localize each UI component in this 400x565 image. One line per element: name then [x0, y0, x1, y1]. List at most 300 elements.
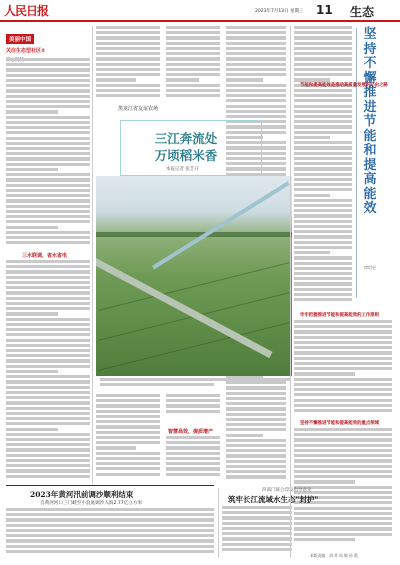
text-line — [294, 110, 352, 113]
text-line — [222, 532, 292, 535]
text-line — [294, 438, 392, 441]
text-line — [166, 68, 220, 71]
text-line — [294, 293, 352, 296]
text-line — [294, 357, 392, 360]
text-line — [6, 184, 90, 187]
text-line — [222, 522, 292, 525]
text-line — [294, 125, 352, 128]
text-line — [166, 36, 220, 39]
text-line — [294, 330, 392, 333]
text-line — [294, 428, 392, 431]
text-line — [96, 457, 160, 460]
text-line — [226, 68, 286, 71]
text-line — [6, 518, 214, 521]
text-line — [6, 344, 90, 347]
text-line — [294, 256, 352, 259]
text-line — [166, 42, 220, 45]
text-line — [6, 215, 90, 218]
commentary-rule — [356, 28, 357, 298]
text-line — [6, 454, 90, 457]
text-line — [294, 282, 352, 285]
text-line — [222, 543, 292, 546]
text-line — [226, 475, 286, 478]
text-line — [96, 431, 160, 434]
text-line — [6, 328, 90, 331]
text-line — [294, 131, 352, 134]
text-line — [6, 297, 90, 300]
text-line — [166, 47, 220, 50]
bottom-left-headline: 2023年黄河汛前调沙顺利结束 — [30, 490, 134, 499]
text-line — [294, 298, 352, 301]
text-line — [294, 533, 392, 536]
text-line — [166, 78, 199, 81]
text-line — [294, 507, 392, 510]
text-line — [294, 459, 392, 462]
rice-field-aerial-photo — [96, 176, 292, 376]
text-line — [294, 188, 352, 191]
text-line — [6, 231, 90, 234]
text-line — [96, 68, 160, 71]
text-line — [6, 422, 90, 425]
text-line — [294, 351, 392, 354]
text-line — [96, 462, 160, 465]
text-line — [294, 57, 352, 60]
text-line — [6, 318, 90, 321]
text-line — [226, 73, 286, 76]
text-line — [294, 378, 392, 381]
text-line — [6, 79, 90, 82]
text-line — [294, 346, 392, 349]
text-line — [294, 220, 352, 223]
text-line — [166, 457, 220, 460]
body-text-column-5 — [294, 26, 352, 306]
text-line — [166, 57, 220, 60]
text-line — [6, 63, 90, 66]
text-line — [294, 47, 352, 50]
text-line — [226, 78, 263, 81]
right-subhead-2: 牢牢把握推进节能和提高能效的工作原则 — [300, 313, 380, 318]
text-line — [294, 167, 352, 170]
text-line — [6, 391, 90, 394]
text-line — [294, 73, 352, 76]
text-line — [166, 52, 220, 55]
text-line — [294, 372, 355, 375]
text-line — [6, 105, 90, 108]
text-line — [294, 120, 352, 123]
text-line — [226, 94, 286, 97]
body-text-column-10 — [166, 436, 220, 482]
text-line — [166, 462, 220, 465]
text-line — [166, 473, 220, 476]
body-text-column-8 — [96, 394, 160, 482]
text-line — [6, 529, 214, 532]
text-line — [294, 454, 392, 457]
text-line — [294, 214, 352, 217]
text-line — [166, 452, 220, 455]
text-line — [6, 459, 90, 462]
text-line — [6, 428, 58, 431]
text-line — [6, 241, 90, 244]
text-line — [294, 288, 352, 291]
body-text-column-3 — [166, 26, 220, 100]
text-line — [294, 512, 392, 515]
text-line — [294, 409, 392, 412]
text-line — [226, 42, 286, 45]
text-line — [294, 367, 392, 370]
text-line — [222, 511, 292, 514]
text-line — [96, 441, 160, 444]
text-line — [6, 281, 90, 284]
subhead-1: 三水联调，省水省电 — [22, 253, 68, 259]
text-line — [222, 506, 292, 509]
bottom-right-text — [222, 506, 292, 558]
text-line — [226, 428, 286, 431]
text-line — [294, 199, 352, 202]
text-line — [294, 393, 392, 396]
text-line — [96, 425, 160, 428]
text-line — [294, 68, 352, 71]
text-line — [294, 399, 392, 402]
text-line — [294, 235, 352, 238]
text-line — [226, 392, 286, 395]
text-line — [6, 84, 90, 87]
text-line — [6, 339, 90, 342]
text-line — [222, 527, 292, 530]
text-line — [6, 534, 214, 537]
feature-byline: 本报记者 张艺开 — [166, 167, 199, 172]
text-line — [6, 100, 90, 103]
text-line — [166, 446, 220, 449]
text-line — [6, 475, 90, 478]
text-line — [6, 359, 90, 362]
text-line — [6, 168, 58, 171]
text-line — [294, 183, 352, 186]
text-line — [96, 89, 160, 92]
text-line — [294, 105, 352, 108]
text-line — [96, 415, 160, 418]
text-line — [6, 539, 214, 542]
text-line — [294, 246, 352, 249]
page-number: 11 — [316, 3, 333, 17]
bottom-rule — [6, 485, 214, 486]
text-line — [6, 226, 58, 229]
text-line — [6, 68, 90, 71]
text-line — [166, 89, 220, 92]
text-line — [6, 163, 90, 166]
text-line — [166, 31, 220, 34]
text-line — [6, 126, 90, 129]
bottom-left-subhead: 自黄河河口三门峡至小浪底调沙入海2.77亿立方米 — [40, 501, 143, 506]
text-line — [6, 333, 90, 336]
text-line — [166, 26, 220, 29]
text-line — [6, 137, 90, 140]
text-line — [294, 26, 352, 29]
body-text-column-1a — [6, 58, 90, 248]
text-line — [6, 260, 90, 263]
text-line — [294, 538, 355, 541]
text-line — [294, 320, 392, 323]
text-line — [294, 157, 352, 160]
text-line — [226, 418, 286, 421]
text-line — [166, 399, 220, 402]
text-line — [166, 410, 220, 413]
text-line — [294, 267, 352, 270]
text-line — [294, 470, 392, 473]
right-subhead-3: 坚持不懈推进节能和提高能效的重点领域 — [300, 421, 380, 426]
tree-line — [96, 232, 292, 237]
text-line — [294, 225, 352, 228]
text-line — [96, 404, 160, 407]
text-line — [294, 522, 392, 525]
body-text-column-9 — [166, 394, 220, 420]
text-line — [6, 469, 90, 472]
text-line — [6, 524, 214, 527]
text-line — [6, 121, 90, 124]
text-line — [6, 131, 90, 134]
text-line — [226, 470, 286, 473]
text-line — [294, 230, 352, 233]
text-line — [6, 291, 90, 294]
text-line — [6, 550, 214, 553]
text-line — [96, 410, 160, 413]
topic-label: 美丽中国 — [6, 34, 34, 44]
text-line — [226, 36, 286, 39]
text-line — [6, 323, 90, 326]
text-line — [294, 465, 392, 468]
text-line — [226, 57, 286, 60]
text-line — [6, 194, 90, 197]
text-line — [294, 480, 355, 483]
text-line — [6, 95, 90, 98]
text-line — [6, 417, 90, 420]
text-line — [226, 460, 286, 463]
text-line — [6, 312, 58, 315]
text-line — [6, 508, 214, 511]
text-line — [6, 433, 90, 436]
text-line — [294, 383, 392, 386]
text-line — [96, 399, 160, 402]
text-line — [294, 146, 352, 149]
text-line — [226, 110, 286, 113]
bottom-right-headline: 筑牢长江流域水生态"封护" — [228, 495, 319, 504]
text-line — [226, 99, 286, 102]
text-line — [6, 173, 90, 176]
text-line — [294, 277, 352, 280]
text-line — [96, 47, 160, 50]
text-line — [6, 286, 90, 289]
text-line — [96, 94, 160, 97]
text-line — [226, 52, 286, 55]
text-line — [166, 404, 220, 407]
text-line — [294, 42, 352, 45]
text-line — [6, 448, 90, 451]
text-line — [294, 204, 352, 207]
text-line — [6, 210, 90, 213]
text-line — [96, 52, 160, 55]
text-line — [96, 78, 136, 81]
text-line — [6, 365, 90, 368]
text-line — [294, 94, 352, 97]
text-line — [6, 236, 90, 239]
subhead-3: 智慧高效，提质增产 — [168, 429, 214, 435]
text-line — [226, 26, 286, 29]
text-line — [222, 548, 292, 551]
text-line — [96, 26, 160, 29]
text-line — [96, 452, 160, 455]
text-line — [96, 36, 160, 39]
text-line — [294, 527, 392, 530]
text-line — [294, 162, 352, 165]
publication-date: 2023年7月13日 星期三 — [255, 9, 304, 14]
text-line — [6, 189, 90, 192]
headline-line-1: 三江奔流处 — [154, 131, 218, 146]
text-line — [226, 434, 263, 437]
headline-line-2: 万顷稻米香 — [154, 148, 218, 163]
bottom-left-text — [6, 508, 214, 558]
text-line — [96, 31, 160, 34]
text-line — [6, 438, 90, 441]
text-line — [294, 152, 352, 155]
text-line — [226, 31, 286, 34]
photo-caption — [100, 378, 290, 390]
text-line — [226, 89, 286, 92]
text-line — [226, 402, 286, 405]
text-line — [6, 74, 90, 77]
right-subhead-1: 节能和提高能效是推动高质量发展的必由之路 — [300, 83, 388, 88]
text-line — [6, 116, 90, 119]
text-line — [294, 141, 352, 144]
text-line — [6, 464, 90, 467]
text-line — [6, 205, 90, 208]
text-line — [6, 386, 90, 389]
text-line — [6, 178, 90, 181]
text-line — [166, 394, 220, 397]
text-line — [226, 439, 286, 442]
text-line — [226, 47, 286, 50]
text-line — [6, 270, 90, 273]
text-line — [166, 441, 220, 444]
field-divider — [99, 262, 289, 310]
text-line — [6, 265, 90, 268]
text-line — [294, 52, 352, 55]
text-line — [166, 84, 220, 87]
text-line — [6, 58, 90, 61]
text-line — [294, 262, 352, 265]
text-line — [226, 449, 286, 452]
text-line — [166, 94, 220, 97]
text-line — [226, 423, 286, 426]
text-line — [6, 302, 90, 305]
masthead — [0, 0, 400, 22]
text-line — [6, 443, 90, 446]
text-line — [294, 444, 392, 447]
text-line — [166, 73, 220, 76]
text-line — [6, 199, 90, 202]
text-line — [6, 147, 90, 150]
text-line — [6, 412, 90, 415]
text-line — [226, 465, 286, 468]
text-line — [166, 436, 220, 439]
text-line — [294, 63, 352, 66]
text-line — [6, 307, 90, 310]
text-line — [226, 397, 286, 400]
text-line — [294, 31, 352, 34]
text-line — [166, 467, 220, 470]
text-line — [6, 354, 90, 357]
text-line — [6, 142, 90, 145]
text-line — [6, 401, 90, 404]
text-line — [96, 436, 160, 439]
text-line — [6, 152, 90, 155]
newspaper-logo: 人民日报 — [4, 4, 49, 18]
text-line — [6, 89, 90, 92]
text-line — [96, 446, 136, 449]
page-credits: 本版责编：胡 茸 周 敏 孙 霞 — [310, 553, 358, 558]
text-line — [294, 194, 330, 197]
text-line — [294, 336, 392, 339]
text-line — [294, 209, 352, 212]
text-line — [294, 36, 352, 39]
text-line — [294, 341, 392, 344]
text-line — [96, 63, 160, 66]
text-line — [294, 449, 392, 452]
text-line — [6, 545, 214, 548]
text-line — [226, 444, 286, 447]
text-line — [226, 115, 286, 118]
text-line — [96, 394, 160, 397]
commentary-title: 坚持不懈推进节能和提高能效 — [363, 27, 377, 216]
text-line — [6, 407, 90, 410]
text-line — [294, 178, 352, 181]
section-title: 生态 — [350, 5, 375, 19]
text-line — [6, 220, 90, 223]
text-line — [294, 251, 330, 254]
topic-title: 关注生态型社区② — [6, 48, 46, 54]
text-line — [294, 362, 392, 365]
text-line — [222, 516, 292, 519]
text-line — [96, 473, 160, 476]
text-line — [294, 99, 352, 102]
text-line — [294, 517, 392, 520]
bottom-right-kicker: 四部门联合印发指导意见 — [262, 488, 312, 493]
text-line — [294, 89, 352, 92]
feature-headline — [150, 130, 222, 164]
text-line — [96, 57, 160, 60]
body-text-column-6 — [294, 320, 392, 416]
body-text-column-2 — [96, 26, 160, 100]
text-line — [96, 84, 160, 87]
text-line — [6, 375, 90, 378]
text-line — [294, 325, 392, 328]
text-line — [294, 272, 352, 275]
text-line — [294, 241, 352, 244]
text-line — [294, 404, 392, 407]
text-line — [6, 513, 214, 516]
text-line — [6, 380, 90, 383]
commentary-author: 徐绍史 — [364, 265, 376, 270]
text-line — [96, 73, 160, 76]
text-line — [226, 413, 286, 416]
text-line — [226, 63, 286, 66]
text-line — [96, 467, 160, 470]
text-line — [6, 276, 90, 279]
text-line — [6, 396, 90, 399]
text-line — [96, 420, 160, 423]
column-divider — [92, 26, 93, 484]
text-line — [6, 349, 90, 352]
text-line — [166, 63, 220, 66]
text-line — [294, 388, 392, 391]
